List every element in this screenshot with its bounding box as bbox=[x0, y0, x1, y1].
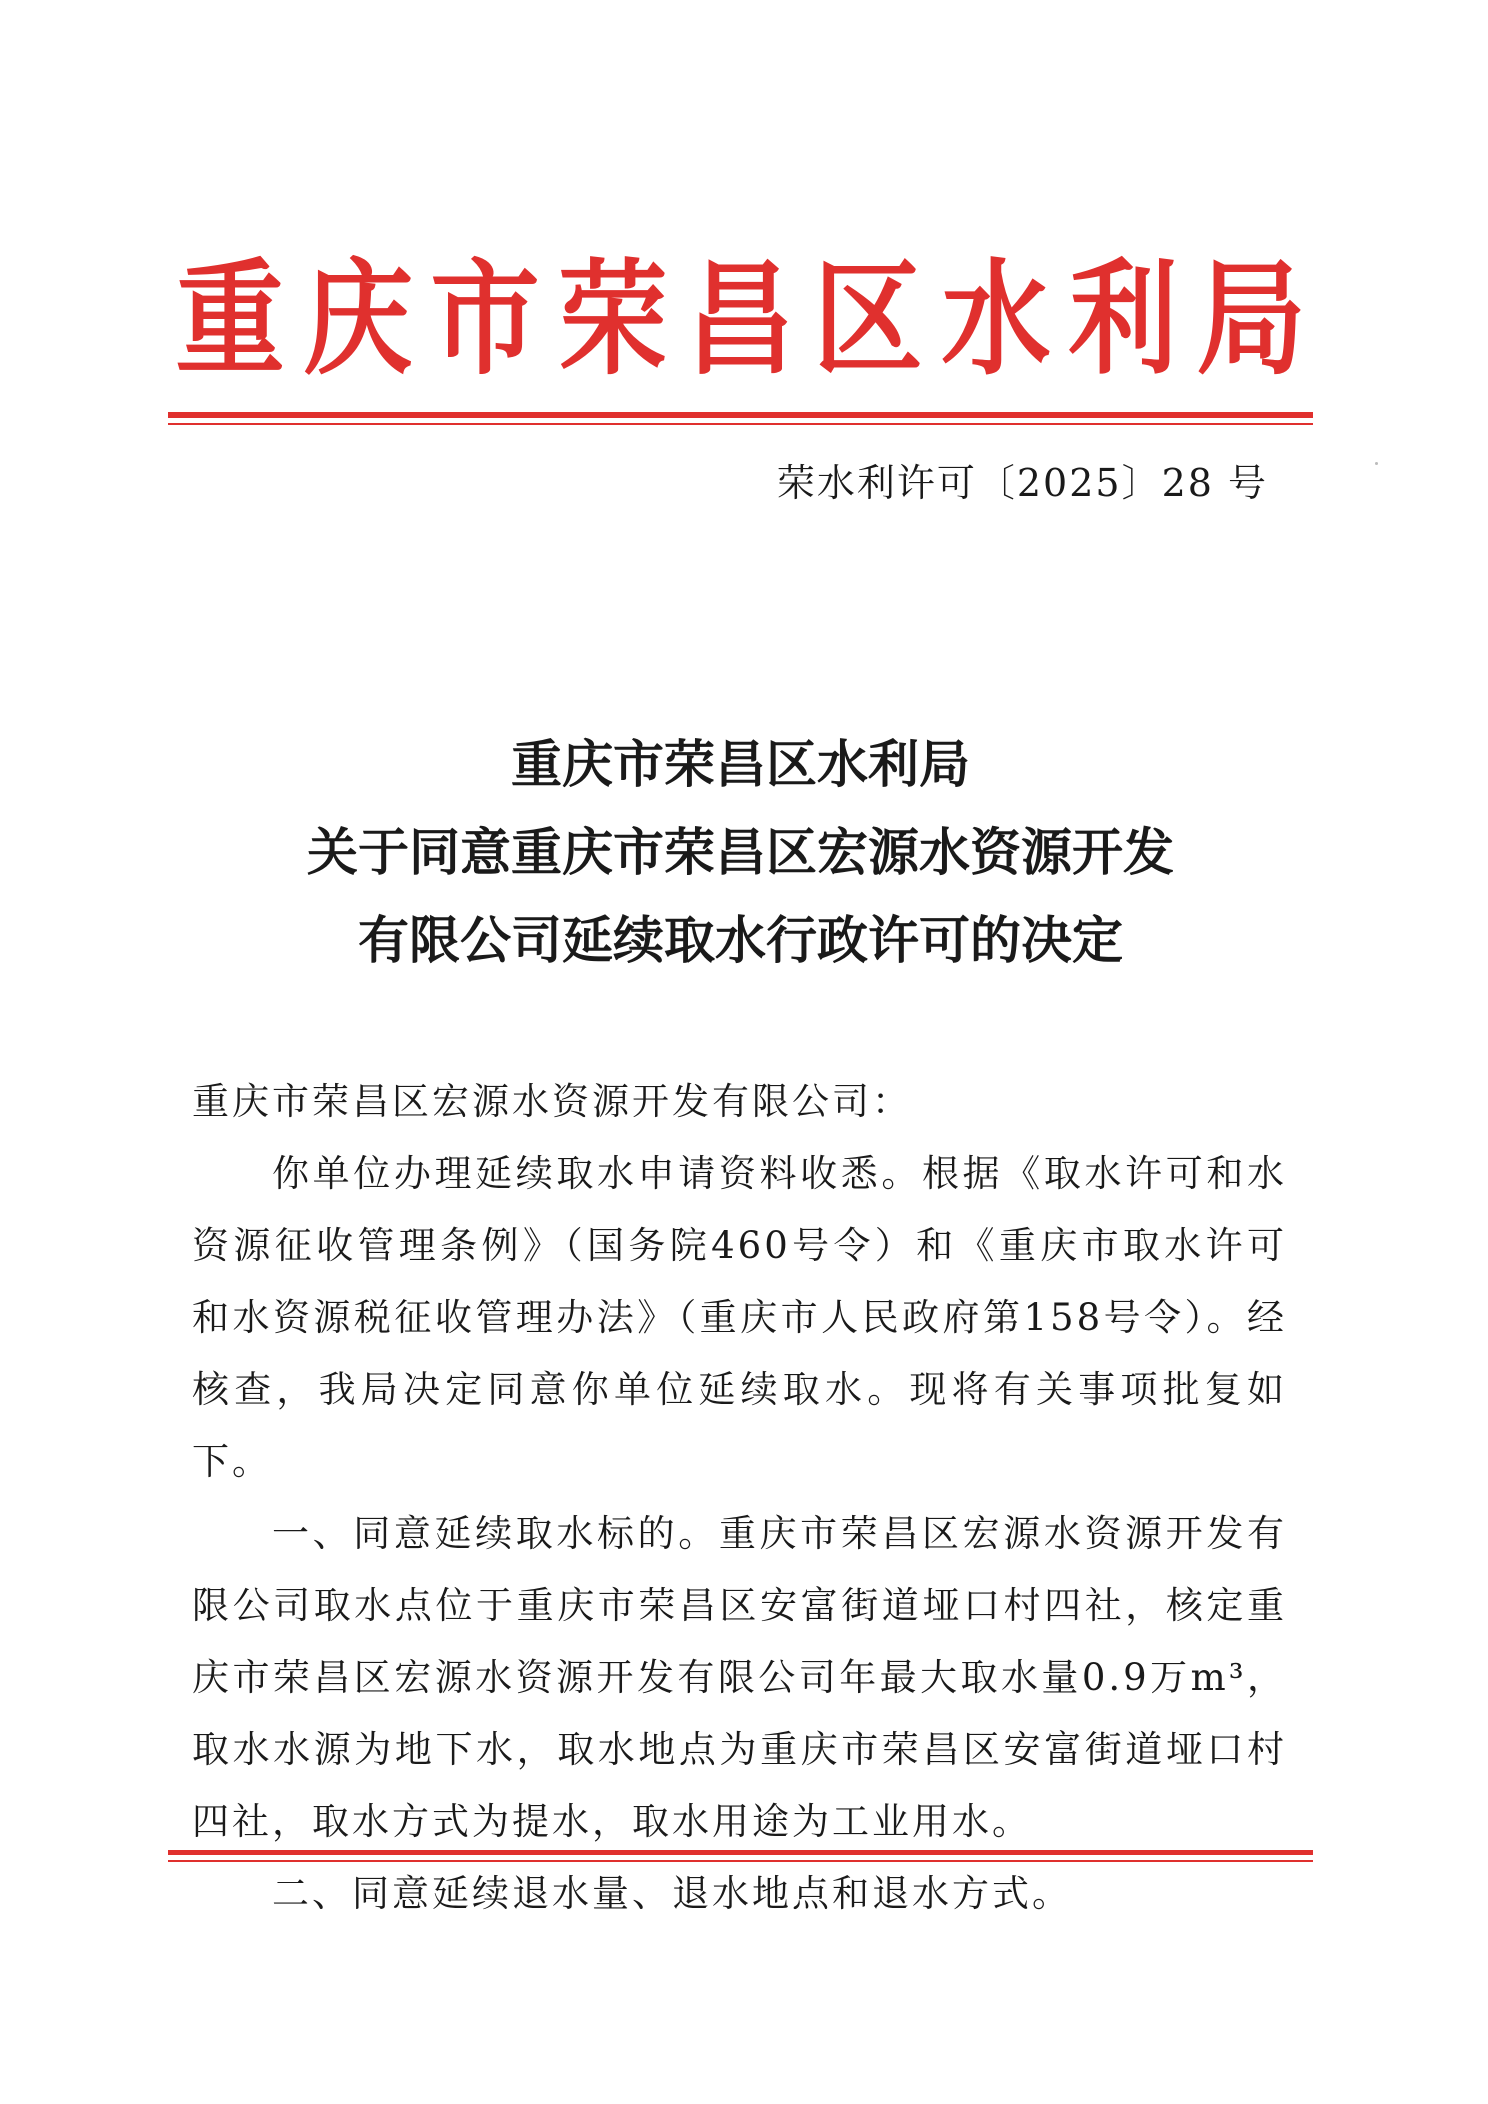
letterhead-divider-thin bbox=[168, 423, 1313, 425]
letterhead-char: 市 bbox=[430, 248, 540, 392]
title-line-3: 有限公司延续取水行政许可的决定 bbox=[357, 912, 1123, 971]
body-paragraph-3: 二、同意延续退水量、退水地点和退水方式。 bbox=[272, 1872, 1072, 1915]
letterhead-char: 区 bbox=[813, 248, 923, 392]
body-paragraph-2: 一、同意延续取水标的。重庆市荣昌区宏源水资源开发有限公司取水点位于重庆市荣昌区安富街道垭口村四社，核定重庆市荣昌区宏源水资源开发有限公司年最大取水量0.9万m³，取水水源为地下水，取水地点为重庆市荣昌区安富街道垭口村四社，取水方式为提水，取水用途为工业用水。 bbox=[192, 1512, 1287, 1843]
footer-divider bbox=[168, 1850, 1313, 1855]
body-paragraph-1: 你单位办理延续取水申请资料收悉。根据《取水许可和水资源征收管理条例》（国务院460号令）和《重庆市取水许可和水资源税征收管理办法》（重庆市人民政府第158号令）。经核查，我局决定同意你单位延续取水。现将有关事项批复如下。 bbox=[192, 1152, 1287, 1483]
document-title bbox=[168, 722, 1313, 986]
scan-speck bbox=[1375, 462, 1378, 465]
footer-divider-thin bbox=[168, 1860, 1313, 1862]
addressee: 重庆市荣昌区宏源水资源开发有限公司： bbox=[192, 1080, 912, 1123]
document-number: 荣水利许可〔2025〕28 号 bbox=[776, 461, 1268, 505]
letterhead-char: 庆 bbox=[303, 248, 413, 392]
letterhead-char: 荣 bbox=[558, 248, 668, 392]
title-line-2: 关于同意重庆市荣昌区宏源水资源开发 bbox=[306, 824, 1174, 883]
letterhead-char: 重 bbox=[175, 248, 285, 392]
document-body bbox=[192, 1066, 1287, 1930]
letterhead-divider bbox=[168, 412, 1313, 418]
letterhead-char: 局 bbox=[1196, 248, 1306, 392]
letterhead-char: 利 bbox=[1068, 248, 1178, 392]
letterhead-char: 昌 bbox=[685, 248, 796, 392]
letterhead-title bbox=[168, 245, 1313, 395]
letterhead-char: 水 bbox=[941, 248, 1051, 392]
title-line-1: 重庆市荣昌区水利局 bbox=[510, 736, 970, 795]
